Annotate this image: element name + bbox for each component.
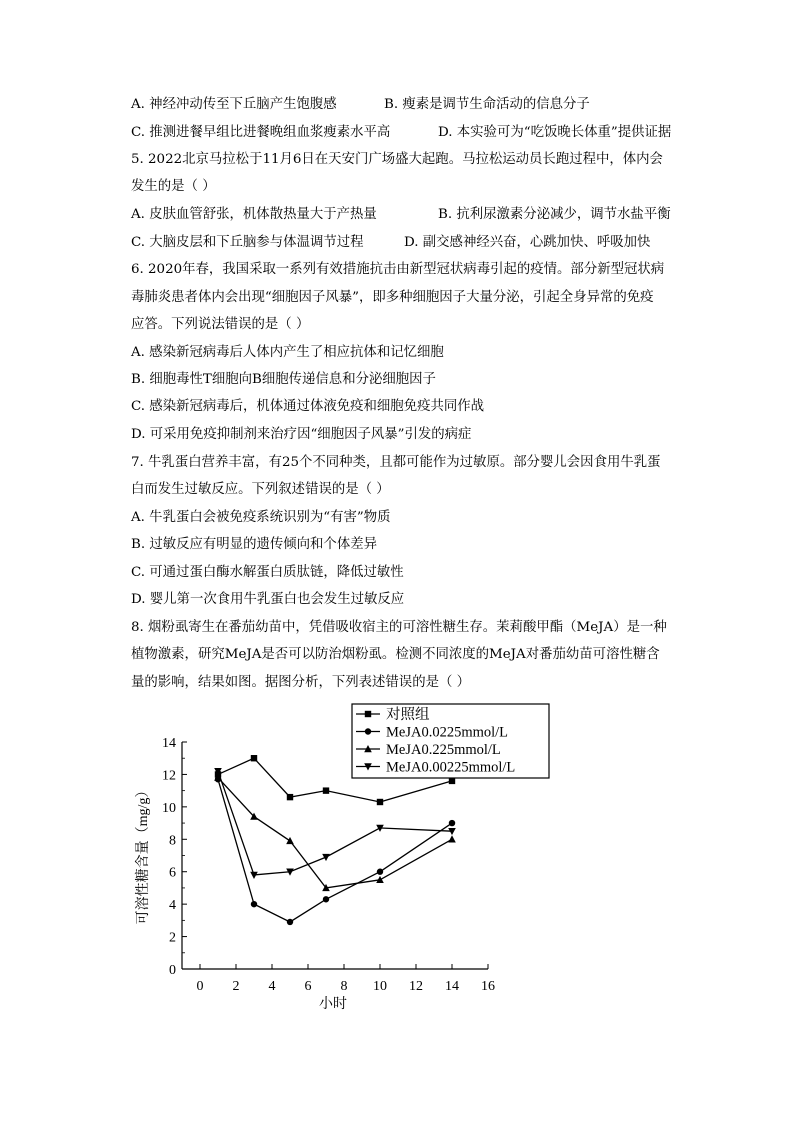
x-axis-label: 小时 [319, 997, 347, 1012]
q6-option-b: B. 细胞毒性T细胞向B细胞传递信息和分泌细胞因子 [131, 372, 436, 387]
q7-option-d: D. 婴儿第一次食用牛乳蛋白也会发生过敏反应 [131, 592, 405, 607]
data-point [251, 755, 257, 761]
legend-label: MeJA0.00225mmol/L [386, 759, 516, 776]
x-tick-label: 16 [481, 979, 495, 994]
q5-option-d: D. 副交感神经兴奋，心跳加快、呼吸加快 [404, 235, 651, 250]
x-tick-label: 14 [445, 979, 459, 994]
y-axis-label: 可溶性糖含量（mg/g） [136, 783, 151, 925]
q6-stem-line1: 6. 2020年春，我国采取一系列有效措施抗击由新型冠状病毒引起的疫情。部分新型冠状病 [131, 262, 665, 277]
x-tick-label: 4 [268, 979, 276, 994]
q8-stem-line3: 量的影响，结果如图。据图分析，下列表述错误的是（ ） [131, 675, 471, 690]
data-point [287, 794, 293, 800]
x-tick-label: 2 [232, 979, 240, 994]
q8-stem-line2: 植物激素，研究MeJA是否可以防治烟粉虱。检测不同浓度的MeJA对番茄幼苗可溶性糖含 [131, 647, 660, 662]
y-tick-label: 10 [162, 800, 176, 816]
legend-label: 对照组 [386, 707, 430, 723]
q4-option-b: B. 瘦素是调节生命活动的信息分子 [384, 97, 590, 112]
q6-option-d: D. 可采用免疫抑制剂来治疗因“细胞因子风暴”引发的病症 [131, 427, 472, 442]
q6-option-c: C. 感染新冠病毒后，机体通过体液免疫和细胞免疫共同作战 [131, 399, 485, 414]
data-point [323, 896, 329, 902]
legend-label: MeJA0.0225mmol/L [386, 724, 509, 741]
x-tick-label: 10 [373, 979, 387, 994]
data-point [448, 835, 456, 842]
legend-marker [365, 711, 371, 717]
q5-stem-line2: 发生的是（ ） [131, 179, 216, 194]
data-point [251, 901, 257, 907]
data-point [287, 919, 293, 925]
y-tick-label: 12 [162, 768, 176, 784]
legend-marker [365, 728, 371, 734]
q4-option-a: A. 神经冲动传至下丘脑产生饱腹感 [131, 97, 337, 112]
q8-stem-line1: 8. 烟粉虱寄生在番茄幼苗中，凭借吸收宿主的可溶性糖生存。茉莉酸甲酯（MeJA）是一种 [131, 620, 667, 635]
data-point [323, 787, 329, 793]
q4-option-d: D. 本实验可为“吃饭晚长体重”提供证据 [438, 125, 672, 140]
data-point [377, 799, 383, 805]
q5-option-b: B. 抗利尿激素分泌减少，调节水盐平衡 [438, 207, 671, 222]
data-point [449, 778, 455, 784]
q7-stem-line1: 7. 牛乳蛋白营养丰富，有25个不同种类，且都可能作为过敏原。部分婴儿会因食用牛乳蛋 [131, 455, 661, 470]
q6-stem-line3: 应答。下列说法错误的是（ ） [131, 317, 310, 332]
q7-option-c: C. 可通过蛋白酶水解蛋白质肽链，降低过敏性 [131, 565, 404, 580]
q5-option-a: A. 皮肤血管舒张，机体散热量大于产热量 [131, 207, 377, 222]
x-tick-label: 0 [196, 979, 204, 994]
q7-option-b: B. 过敏反应有明显的遗传倾向和个体差异 [131, 537, 377, 552]
q7-stem-line2: 白而发生过敏反应。下列叙述错误的是（ ） [131, 482, 390, 497]
y-tick-label: 4 [169, 898, 176, 914]
y-tick-label: 8 [169, 833, 176, 849]
x-tick-label: 6 [304, 979, 312, 994]
q5-stem-line1: 5. 2022北京马拉松于11月6日在天安门广场盛大起跑。马拉松运动员长跑过程中，体内会 [131, 152, 663, 167]
data-point [377, 869, 383, 875]
y-tick-label: 6 [169, 865, 176, 881]
x-tick-label: 12 [409, 979, 423, 994]
q4-option-c: C. 推测进餐早组比进餐晚组血浆瘦素水平高 [131, 125, 391, 140]
x-tick-label: 8 [340, 979, 348, 994]
y-tick-label: 2 [169, 930, 176, 946]
legend-label: MeJA0.225mmol/L [386, 742, 501, 758]
data-point [449, 820, 455, 826]
data-point [376, 876, 384, 883]
y-tick-label: 0 [169, 963, 176, 978]
q7-option-a: A. 牛乳蛋白会被免疫系统识别为“有害”物质 [131, 510, 391, 525]
q6-option-a: A. 感染新冠病毒后人体内产生了相应抗体和记忆细胞 [131, 345, 444, 360]
q6-stem-line2: 毒肺炎患者体内会出现“细胞因子风暴”，即多种细胞因子大量分泌，引起全身异常的免疫 [131, 290, 654, 305]
series-line-2 [218, 779, 452, 922]
data-point [286, 837, 294, 844]
q5-option-c: C. 大脑皮层和下丘脑参与体温调节过程 [131, 235, 364, 250]
y-tick-label: 14 [162, 736, 176, 751]
